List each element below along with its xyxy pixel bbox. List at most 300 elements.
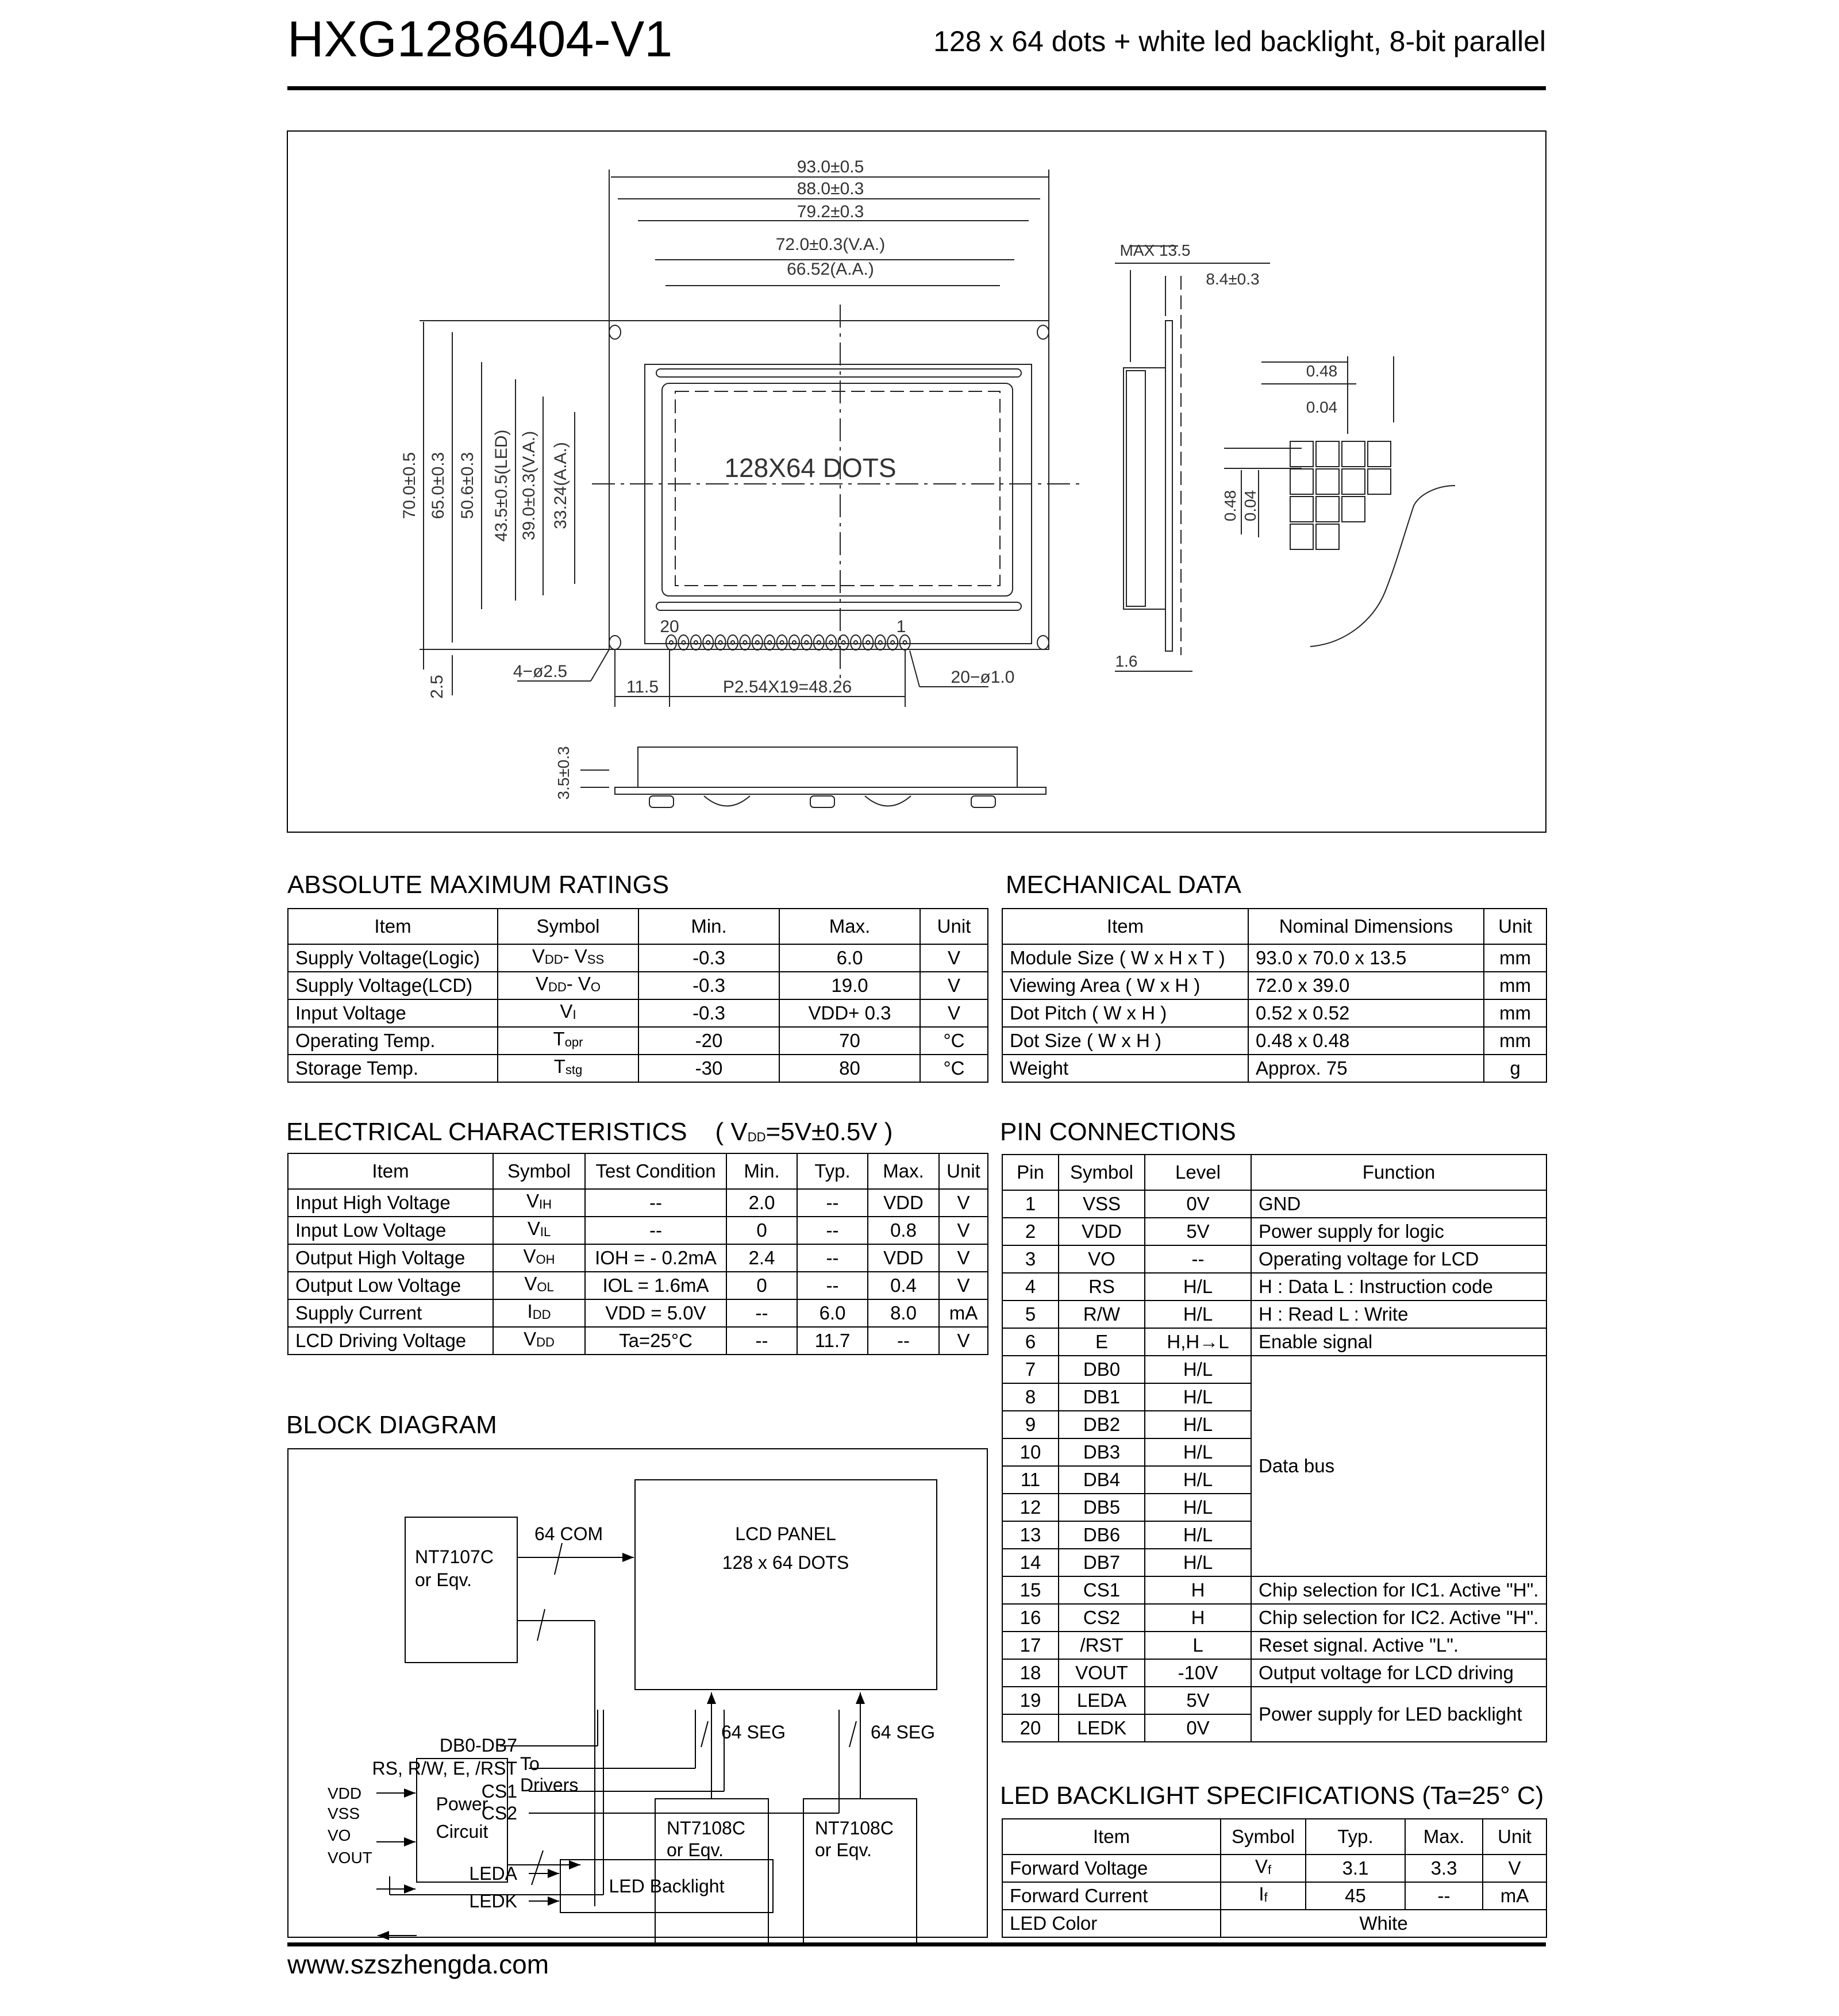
unit-cell: V — [939, 1327, 988, 1355]
min-cell: 2.0 — [726, 1189, 797, 1217]
item-cell: Supply Current — [288, 1299, 493, 1327]
pin-hole — [777, 635, 787, 650]
table-row — [288, 944, 988, 972]
typ-cell: 3.1 — [1306, 1855, 1405, 1882]
symbol-sub: OL — [537, 1280, 554, 1294]
table-row — [1002, 1632, 1546, 1659]
power-input-vdd: VDD — [328, 1784, 362, 1802]
lcd-dot — [1316, 469, 1339, 494]
led-bar-bottom — [656, 602, 1021, 610]
panel-dots: 128 x 64 DOTS — [722, 1552, 849, 1573]
pin-hole — [789, 635, 799, 650]
table-row — [1002, 1027, 1546, 1055]
lcd-dot — [1290, 441, 1313, 467]
pcb-thickness-label: 1.6 — [1115, 652, 1138, 670]
pin-cell: 10 — [1002, 1438, 1059, 1466]
unit-cell: mm — [1484, 1027, 1546, 1055]
header-row — [288, 1153, 988, 1189]
table-row — [1002, 1055, 1546, 1082]
level-cell: H/L — [1145, 1549, 1251, 1576]
power-name-2: Circuit — [436, 1821, 488, 1842]
column-header: Level — [1145, 1155, 1251, 1190]
symbol-cell — [498, 1055, 638, 1082]
symbol-cell — [498, 944, 638, 972]
pins-table — [1002, 1154, 1547, 1742]
unit-cell: V — [939, 1244, 988, 1272]
dot-size-v-label: 0.48 — [1221, 490, 1239, 522]
table-row — [288, 1027, 988, 1055]
function-cell: Operating voltage for LCD — [1251, 1245, 1546, 1273]
level-cell: H/L — [1145, 1521, 1251, 1549]
pin-cell: 11 — [1002, 1466, 1059, 1494]
mechanical-drawing — [0, 0, 1839, 839]
pin-hole-center — [879, 641, 882, 644]
pin-hole-center — [805, 641, 808, 644]
table-row — [288, 1272, 988, 1299]
pin-hole-center — [719, 641, 722, 644]
item-cell: Storage Temp. — [288, 1055, 498, 1082]
symbol-cell: DB6 — [1059, 1521, 1145, 1549]
symbol-cell: DB0 — [1059, 1356, 1145, 1383]
lcd-dot — [1342, 469, 1365, 494]
function-cell: Chip selection for IC1. Active "H". — [1251, 1576, 1546, 1604]
symbol-sub: IH — [539, 1197, 552, 1211]
item-cell: Operating Temp. — [288, 1027, 498, 1055]
max-cell: 80 — [779, 1055, 920, 1082]
symbol-sub: DD — [536, 1335, 555, 1349]
item-cell: Input High Voltage — [288, 1189, 493, 1217]
signal-ctrl: RS, R/W, E, /RST — [372, 1758, 517, 1779]
table-row — [288, 972, 988, 999]
power-input-vout: VOUT — [328, 1849, 372, 1867]
table-row — [1002, 1328, 1546, 1356]
symbol-main: V — [535, 973, 548, 994]
symbol-sub: DD — [548, 980, 567, 994]
symbol-cell: DB7 — [1059, 1549, 1145, 1576]
pin-height-label: 3.5±0.3 — [555, 746, 572, 800]
table-row — [1002, 1659, 1546, 1687]
unit-cell: mm — [1484, 972, 1546, 999]
column-header: Test Condition — [585, 1153, 726, 1189]
symbol-sub: IL — [540, 1225, 551, 1239]
symbol-main: I — [1259, 1883, 1264, 1905]
power-input-vss: VSS — [328, 1805, 360, 1822]
seg-ic-2-name: NT7108C — [815, 1818, 894, 1838]
pin-hole-center — [891, 641, 894, 644]
pin-hole-label: 20−ø1.0 — [951, 668, 1015, 687]
symbol-cell: VDD — [1059, 1218, 1145, 1245]
typ-cell: 6.0 — [797, 1299, 868, 1327]
seg-ic-1-eqv: or Eqv. — [667, 1840, 724, 1860]
pin-cell: 9 — [1002, 1411, 1059, 1438]
symbol-main: V — [532, 945, 545, 967]
side-pcb — [1165, 321, 1172, 651]
symbol-sub: DD — [532, 1307, 551, 1322]
pin-cell: 5 — [1002, 1301, 1059, 1328]
symbol-cell — [493, 1299, 585, 1327]
pin-cell: 17 — [1002, 1632, 1059, 1659]
column-header: Unit — [1483, 1819, 1546, 1855]
pin-hole — [826, 635, 836, 650]
min-cell: -- — [726, 1327, 797, 1355]
function-cell: GND — [1251, 1190, 1546, 1218]
typ-cell: -- — [797, 1244, 868, 1272]
symbol-sub-2: SS — [587, 952, 605, 967]
pin-cell: 7 — [1002, 1356, 1059, 1383]
bottom-view-pcb — [615, 787, 1046, 794]
pin-cell: 6 — [1002, 1328, 1059, 1356]
backlight-title: LED BACKLIGHT SPECIFICATIONS (Ta=25° C) — [1000, 1782, 1544, 1810]
lcd-panel-box — [635, 1480, 937, 1690]
item-cell: Dot Pitch ( W x H ) — [1002, 999, 1248, 1027]
pin-hole-center — [842, 641, 845, 644]
table-row — [288, 1189, 988, 1217]
electrical-condition-sub: DD — [747, 1130, 766, 1144]
level-cell: H/L — [1145, 1438, 1251, 1466]
symbol-main: I — [527, 1301, 533, 1322]
seg-ic-1-name: NT7108C — [667, 1818, 745, 1838]
dim-width-bezel: 79.2±0.3 — [797, 202, 864, 221]
function-cell: H : Read L : Write — [1251, 1301, 1546, 1328]
abs-max-table — [287, 908, 988, 1083]
symbol-sub-2: O — [590, 980, 601, 994]
min-cell: -20 — [638, 1027, 779, 1055]
table-row — [288, 1299, 988, 1327]
symbol-sub: I — [572, 1007, 576, 1022]
symbol-cell: LEDA — [1059, 1687, 1145, 1714]
table-row — [1002, 1576, 1546, 1604]
symbol-cell — [493, 1327, 585, 1355]
typ-cell: 45 — [1306, 1882, 1405, 1910]
table-row — [1002, 1687, 1546, 1714]
dots-label: 128X64 DOTS — [724, 453, 897, 483]
item-cell: LCD Driving Voltage — [288, 1327, 493, 1355]
pin-row — [666, 635, 910, 650]
electrical-title-text: ELECTRICAL CHARACTERISTICS — [286, 1118, 687, 1146]
dim-height-module: 70.0±0.5 — [400, 452, 419, 520]
lcd-dot — [1316, 524, 1339, 549]
column-header: Max. — [779, 909, 920, 944]
condition-cell: Ta=25°C — [585, 1327, 726, 1355]
pin-hole-center — [756, 641, 759, 644]
unit-cell: g — [1484, 1055, 1546, 1082]
level-cell: H/L — [1145, 1273, 1251, 1301]
symbol-cell — [493, 1272, 585, 1299]
dot-size-h-label: 0.48 — [1306, 362, 1338, 380]
column-header: Item — [288, 1153, 493, 1189]
max-cell: 19.0 — [779, 972, 920, 999]
pin-hole-center — [731, 641, 734, 644]
min-cell: -0.3 — [638, 944, 779, 972]
dim-height-va: 39.0±0.3(V.A.) — [520, 430, 538, 541]
seg-label-1: 64 SEG — [721, 1722, 786, 1742]
level-cell: -- — [1145, 1245, 1251, 1273]
dim-height-bezel: 50.6±0.3 — [458, 452, 477, 520]
dim-width-holes: 88.0±0.3 — [797, 179, 864, 198]
to-drivers-2: Drivers — [520, 1775, 579, 1795]
table-row — [288, 1217, 988, 1244]
symbol-main-2: - V — [563, 945, 587, 967]
level-cell: 0V — [1145, 1190, 1251, 1218]
signal-cs1: CS1 — [481, 1781, 517, 1802]
to-drivers-1: To — [520, 1753, 540, 1774]
lcd-dot — [1316, 497, 1339, 522]
function-cell: Data bus — [1251, 1356, 1546, 1576]
min-cell: 2.4 — [726, 1244, 797, 1272]
symbol-cell — [498, 972, 638, 999]
pin-cell: 19 — [1002, 1687, 1059, 1714]
level-cell: H/L — [1145, 1301, 1251, 1328]
symbol-cell — [493, 1189, 585, 1217]
symbol-main: T — [553, 1028, 565, 1049]
symbol-main: V — [524, 1328, 537, 1349]
bottom-margin-label: 2.5 — [428, 675, 447, 699]
symbol-cell: DB2 — [1059, 1411, 1145, 1438]
symbol-cell — [1221, 1855, 1306, 1882]
pin-hole — [814, 635, 824, 650]
table-row — [1002, 1356, 1546, 1383]
table-row — [1002, 999, 1546, 1027]
lcd-dot — [1290, 497, 1313, 522]
table-row — [1002, 1218, 1546, 1245]
pin-hole — [887, 635, 898, 650]
unit-cell: °C — [920, 1055, 988, 1082]
viewing-area — [662, 383, 1013, 596]
pin-hole — [752, 635, 763, 650]
pin-pitch-label: P2.54X19=48.26 — [722, 678, 852, 697]
dot-gap-v-label: 0.04 — [1241, 490, 1259, 522]
column-header: Typ. — [1306, 1819, 1405, 1855]
pin-hole-center — [743, 641, 747, 644]
min-cell: -30 — [638, 1055, 779, 1082]
backlight-color-label: LED Color — [1002, 1910, 1221, 1937]
symbol-cell: R/W — [1059, 1301, 1145, 1328]
pin-hole-center — [670, 641, 673, 644]
column-header: Nominal Dimensions — [1248, 909, 1484, 944]
column-header: Pin — [1002, 1155, 1059, 1190]
max-cell: 8.0 — [868, 1299, 939, 1327]
symbol-cell — [498, 999, 638, 1027]
level-cell: H/L — [1145, 1356, 1251, 1383]
level-cell: H — [1145, 1604, 1251, 1632]
pin-cell: 1 — [1002, 1190, 1059, 1218]
column-header: Min. — [726, 1153, 797, 1189]
value-cell: 0.48 x 0.48 — [1248, 1027, 1484, 1055]
side-depth-label: 8.4±0.3 — [1206, 270, 1260, 288]
symbol-cell — [1221, 1882, 1306, 1910]
pin-hole — [728, 635, 738, 650]
dim-height-holes: 65.0±0.3 — [429, 452, 448, 520]
pin-hole — [740, 635, 750, 650]
pin-cell: 16 — [1002, 1604, 1059, 1632]
symbol-cell: E — [1059, 1328, 1145, 1356]
pin-hole — [801, 635, 811, 650]
column-header: Min. — [638, 909, 779, 944]
footer-url: www.szszhengda.com — [287, 1949, 549, 1979]
max-cell: VDD+ 0.3 — [779, 999, 920, 1027]
symbol-main: V — [1255, 1856, 1268, 1877]
column-header: Unit — [1484, 909, 1546, 944]
led-input-ledk: LEDK — [469, 1891, 517, 1911]
pins-title: PIN CONNECTIONS — [1000, 1118, 1236, 1146]
pin-hole-center — [903, 641, 907, 644]
pin-cell: 3 — [1002, 1245, 1059, 1273]
item-cell: Supply Voltage(LCD) — [288, 972, 498, 999]
symbol-cell: DB4 — [1059, 1466, 1145, 1494]
item-cell: Forward Current — [1002, 1882, 1221, 1910]
symbol-cell: VOUT — [1059, 1659, 1145, 1687]
symbol-cell: DB5 — [1059, 1494, 1145, 1521]
symbol-main: V — [526, 1190, 539, 1211]
pin-hole — [851, 635, 861, 650]
max-cell: 70 — [779, 1027, 920, 1055]
condition-cell: VDD = 5.0V — [585, 1299, 726, 1327]
condition-cell: -- — [585, 1217, 726, 1244]
symbol-sub: opr — [564, 1035, 583, 1049]
max-cell: -- — [1405, 1882, 1483, 1910]
max-cell: 3.3 — [1405, 1855, 1483, 1882]
header-row — [1002, 909, 1546, 944]
pin-cell: 13 — [1002, 1521, 1059, 1549]
unit-cell: V — [939, 1217, 988, 1244]
model-description: 128 x 64 dots + white led backlight, 8-bit parallel — [933, 25, 1546, 57]
symbol-cell: RS — [1059, 1273, 1145, 1301]
pin-cell: 8 — [1002, 1383, 1059, 1411]
active-area — [675, 391, 1000, 586]
power-input-vo: VO — [328, 1826, 351, 1844]
header-row — [1002, 1155, 1546, 1190]
value-cell: 93.0 x 70.0 x 13.5 — [1248, 944, 1484, 972]
symbol-cell: DB3 — [1059, 1438, 1145, 1466]
symbol-cell: CS1 — [1059, 1576, 1145, 1604]
value-cell: 72.0 x 39.0 — [1248, 972, 1484, 999]
symbol-main: V — [524, 1273, 537, 1294]
pin-cell: 4 — [1002, 1273, 1059, 1301]
seg-ic-2-eqv: or Eqv. — [815, 1840, 872, 1860]
level-cell: 5V — [1145, 1218, 1251, 1245]
unit-cell: V — [920, 972, 988, 999]
item-cell: Forward Voltage — [1002, 1855, 1221, 1882]
pin-cell: 2 — [1002, 1218, 1059, 1245]
unit-cell: V — [1483, 1855, 1546, 1882]
lcd-dot — [1290, 524, 1313, 549]
function-cell: Power supply for logic — [1251, 1218, 1546, 1245]
item-cell: Supply Voltage(Logic) — [288, 944, 498, 972]
model-title: HXG1286404-V1 — [287, 10, 673, 67]
pin-hole — [666, 635, 676, 650]
symbol-sub: DD — [544, 952, 563, 967]
mount-hole — [609, 325, 621, 339]
pin-hole — [764, 635, 775, 650]
pin-20-label: 20 — [660, 617, 679, 636]
led-bar-top — [656, 369, 1021, 377]
pin-hole-center — [866, 641, 870, 644]
max-cell: 0.4 — [868, 1272, 939, 1299]
symbol-cell: /RST — [1059, 1632, 1145, 1659]
level-cell: H — [1145, 1576, 1251, 1604]
table-row — [1002, 1301, 1546, 1328]
table-row — [288, 1244, 988, 1272]
symbol-main-2: - V — [566, 973, 591, 994]
min-cell: 0 — [726, 1217, 797, 1244]
function-cell: Chip selection for IC2. Active "H". — [1251, 1604, 1546, 1632]
column-header: Function — [1251, 1155, 1546, 1190]
pin-hole — [875, 635, 886, 650]
level-cell: H,H→L — [1145, 1328, 1251, 1356]
table-row — [1002, 1245, 1546, 1273]
pin-hole — [863, 635, 873, 650]
symbol-cell — [493, 1217, 585, 1244]
pin-hole-center — [780, 641, 784, 644]
column-header: Max. — [1405, 1819, 1483, 1855]
pin-hole-center — [829, 641, 833, 644]
column-header: Unit — [920, 909, 988, 944]
header-row — [288, 909, 988, 944]
com-ic-name: NT7107C — [415, 1546, 494, 1567]
signal-cs2: CS2 — [481, 1803, 517, 1823]
led-block-label: LED Backlight — [609, 1876, 725, 1896]
symbol-sub: OH — [536, 1252, 555, 1267]
item-cell: Viewing Area ( W x H ) — [1002, 972, 1248, 999]
symbol-cell — [493, 1244, 585, 1272]
typ-cell: -- — [797, 1189, 868, 1217]
lcd-dot — [1368, 441, 1391, 467]
level-cell: H/L — [1145, 1411, 1251, 1438]
pin-offset-label: 11.5 — [626, 678, 659, 697]
side-frame — [1124, 368, 1165, 609]
com-label: 64 COM — [534, 1523, 603, 1544]
item-cell: Output Low Voltage — [288, 1272, 493, 1299]
unit-cell: V — [920, 944, 988, 972]
power-name-1: Power — [436, 1794, 488, 1814]
column-header: Symbol — [1059, 1155, 1145, 1190]
max-cell: 0.8 — [868, 1217, 939, 1244]
pin-hole-center — [694, 641, 698, 644]
column-header: Unit — [939, 1153, 988, 1189]
mount-hole — [609, 636, 621, 649]
unit-cell: mm — [1484, 944, 1546, 972]
function-cell: Reset signal. Active "L". — [1251, 1632, 1546, 1659]
pin-hole-center — [854, 641, 857, 644]
max-cell: VDD — [868, 1189, 939, 1217]
signal-db: DB0-DB7 — [439, 1735, 517, 1756]
condition-cell: -- — [585, 1189, 726, 1217]
min-cell: -0.3 — [638, 972, 779, 999]
column-header: Item — [1002, 1819, 1221, 1855]
pin-hole — [900, 635, 910, 650]
mechanical-table — [1002, 908, 1547, 1083]
symbol-cell: VO — [1059, 1245, 1145, 1273]
function-cell: Output voltage for LCD driving — [1251, 1659, 1546, 1687]
item-cell: Dot Size ( W x H ) — [1002, 1027, 1248, 1055]
dim-height-aa: 33.24(A.A.) — [551, 442, 570, 529]
com-ic-eqv: or Eqv. — [415, 1569, 472, 1590]
level-cell: -10V — [1145, 1659, 1251, 1687]
symbol-sub: f — [1264, 1890, 1268, 1905]
unit-cell: V — [939, 1272, 988, 1299]
item-cell: Module Size ( W x H x T ) — [1002, 944, 1248, 972]
pin-hole-center — [817, 641, 821, 644]
symbol-cell — [498, 1027, 638, 1055]
column-header: Symbol — [493, 1153, 585, 1189]
backlight-color-row — [1002, 1910, 1546, 1937]
electrical-condition-post: =5V±0.5V ) — [765, 1118, 893, 1146]
table-row — [1002, 1882, 1546, 1910]
table-row — [288, 1327, 988, 1355]
level-cell: L — [1145, 1632, 1251, 1659]
column-header: Item — [1002, 909, 1248, 944]
mechanical-title: MECHANICAL DATA — [1006, 871, 1241, 899]
